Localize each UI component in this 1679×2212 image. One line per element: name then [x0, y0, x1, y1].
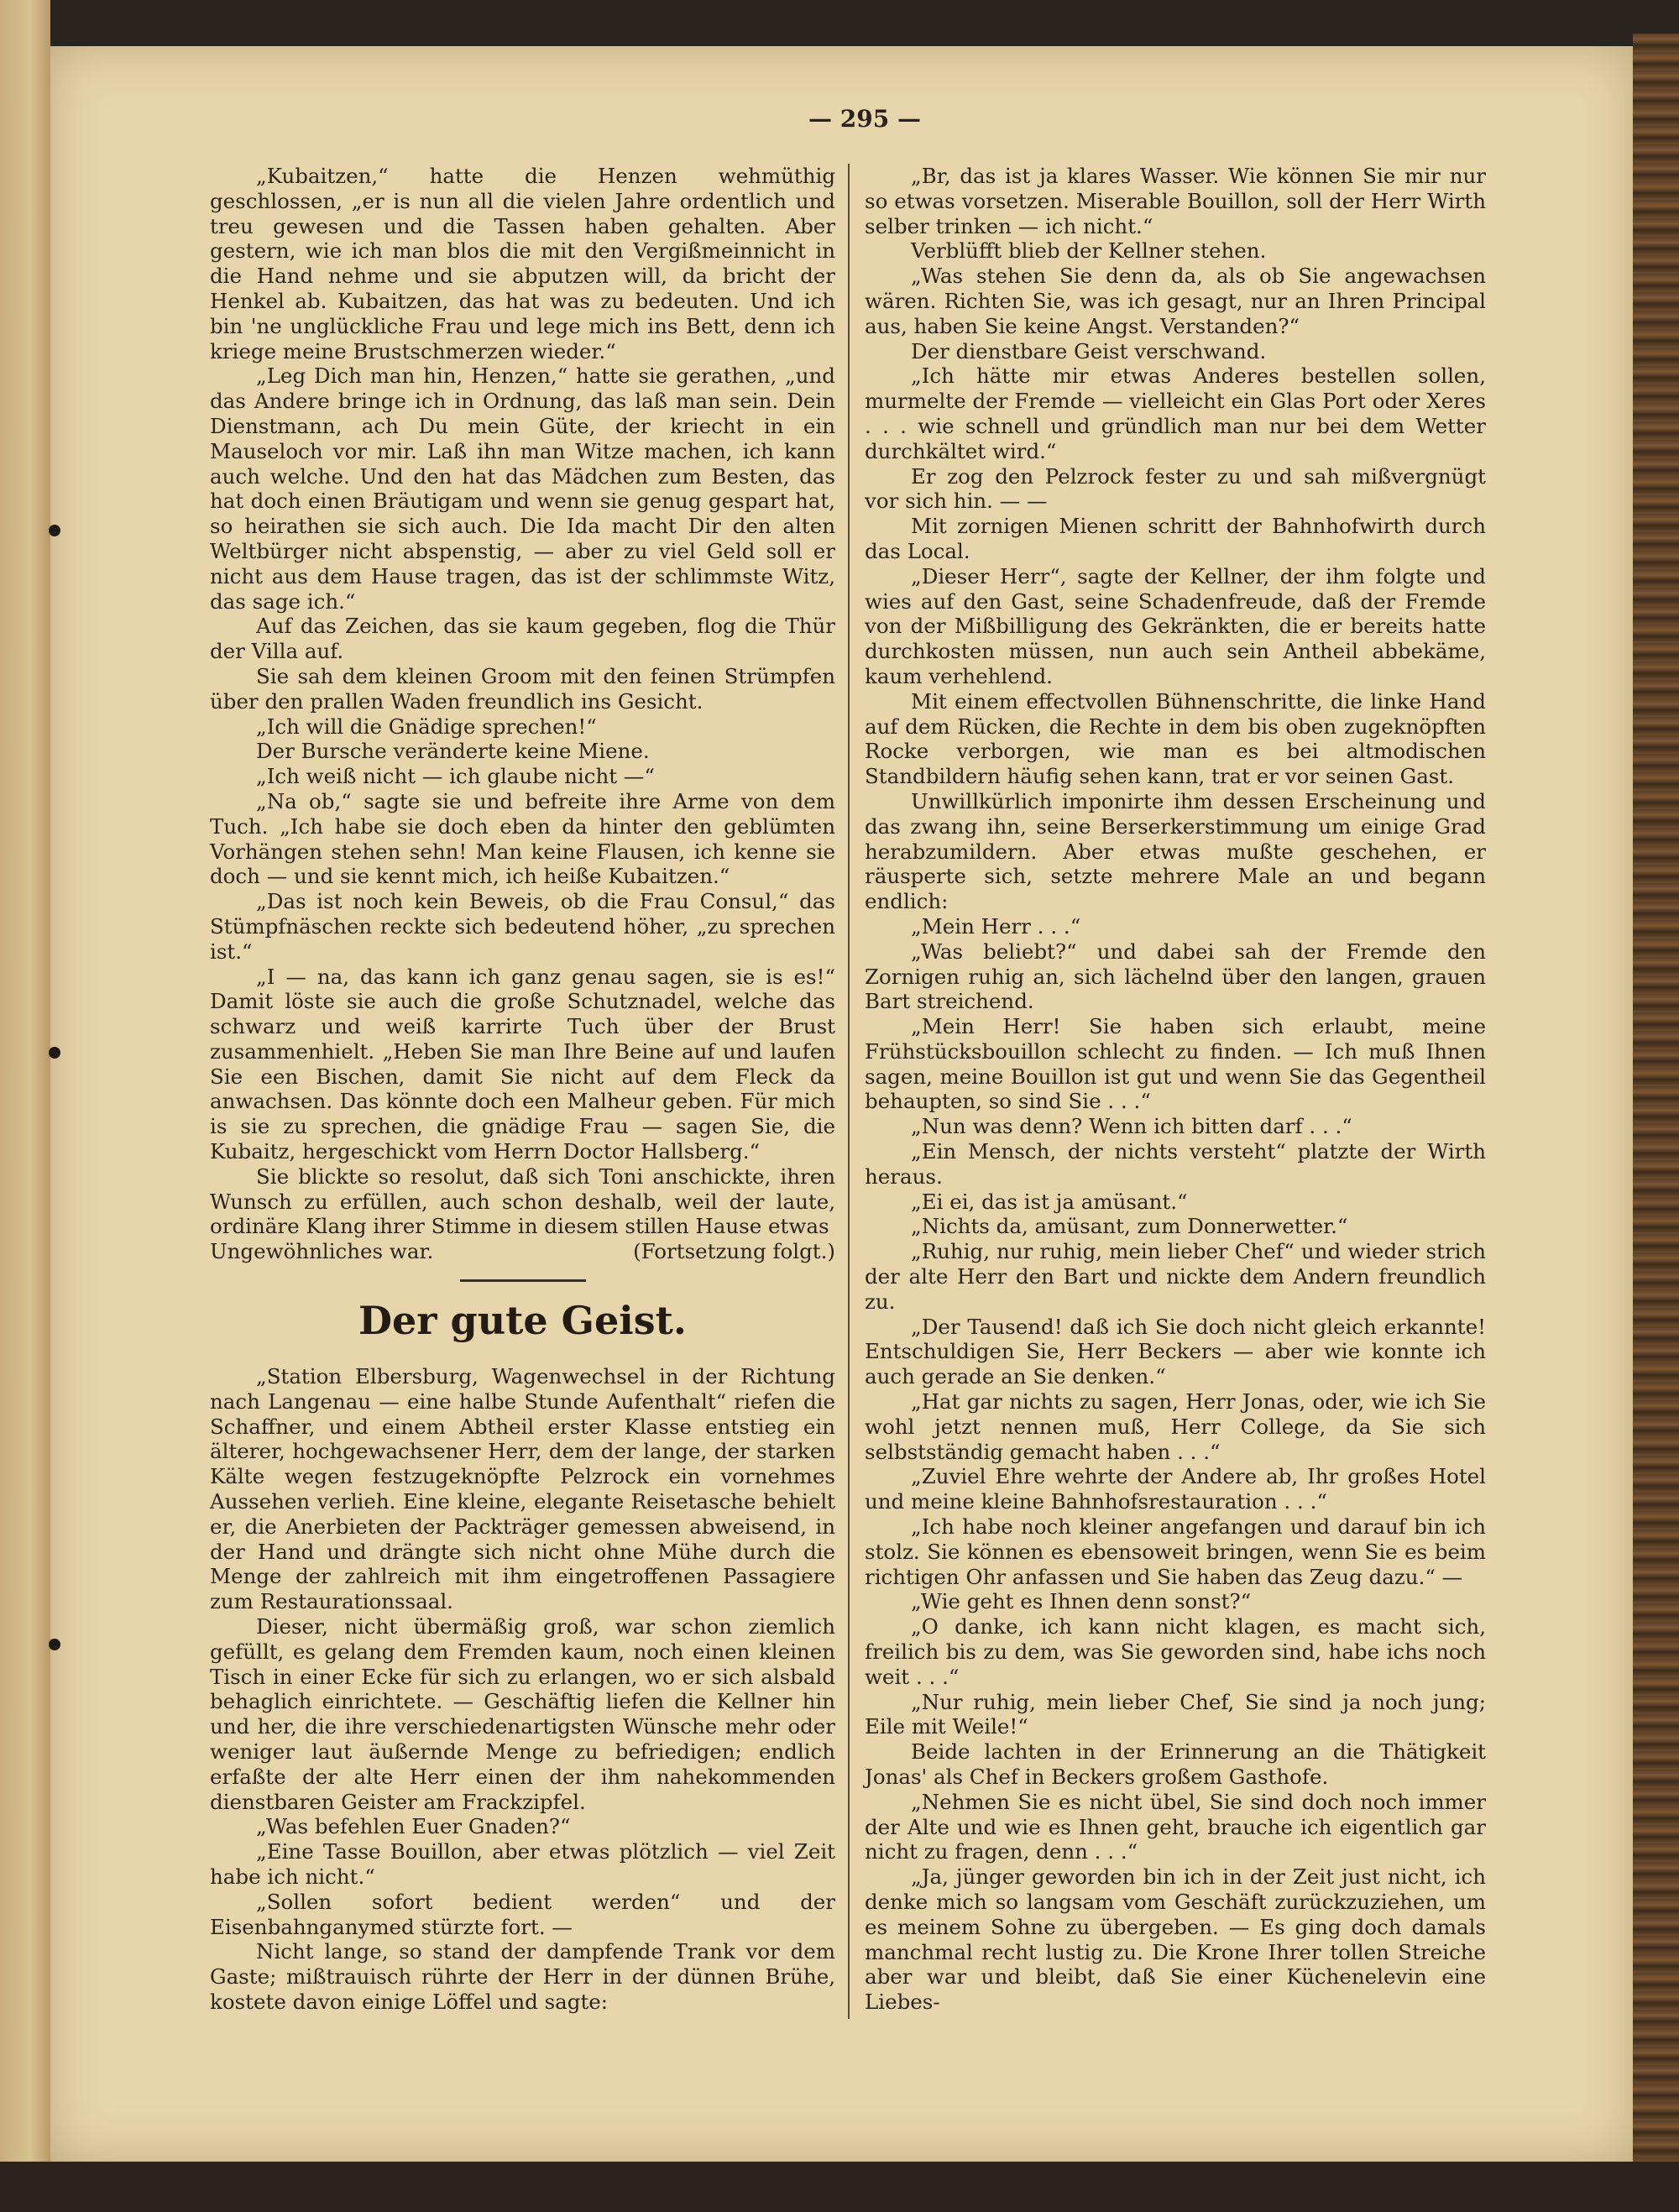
paragraph: Sie blickte so resolut, daß sich Toni anschickte, ihren Wunsch zu erfüllen, auch schon deshalb, weil der laute, ordinäre Klang ihrer Stimme in diesem stillen Hause etwas [210, 1164, 835, 1239]
paragraph: „Mein Herr . . .“ [911, 913, 1081, 939]
paragraph: Mit einem effectvollen Bühnenschritte, die linke Hand auf dem Rücken, die Rechte in dem bis oben zugeknöpften Rocke verborgen, wie man es bei altmodischen Standbildern häufig sehen kann, trat er vor seinen Gast. [865, 688, 1486, 789]
paragraph: „Was befehlen Euer Gnaden?“ [256, 1814, 571, 1839]
paragraph: „Das ist noch kein Beweis, ob die Frau Consul,“ das Stümpfnäschen reckte sich bedeutend höher, „zu sprechen ist.“ [210, 889, 835, 964]
paragraph: „Ich habe noch kleiner angefangen und darauf bin ich stolz. Sie können es ebensoweit bringen, wenn Sie es beim richtigen Ohr anfassen und Sie haben das Zeug dazu.“ — [865, 1514, 1486, 1589]
paragraph: „Kubaitzen,“ hatte die Henzen wehmüthig geschlossen, „er is nun all die vielen Jahre ordentlich und treu gewesen und die Tassen haben gehalten. Aber gestern, wie ich man blos die mit den Vergißmeinnicht in die Hand nehme und sie abputzen will, da bricht der Henkel ab. Kubaitzen, das hat was zu bedeuten. Und ich bin 'ne unglückliche Frau und lege mich ins Bett, denn ich kriege meine Brustschmerzen wieder.“ [210, 164, 835, 363]
paragraph: „O danke, ich kann nicht klagen, es macht sich, freilich bis zu dem, was Sie geworden sind, habe ichs noch weit . . .“ [865, 1614, 1486, 1689]
paragraph: Mit zornigen Mienen schritt der Bahnhofwirth durch das Local. [865, 514, 1486, 563]
paragraph: „Ruhig, nur ruhig, mein lieber Chef“ und wieder strich der alte Herr den Bart und nickte dem Andern freundlich zu. [865, 1239, 1486, 1314]
paragraph: „Hat gar nichts zu sagen, Herr Jonas, oder, wie ich Sie wohl jetzt nennen muß, Herr College, da Sie sich selbstständig gemacht haben . . .“ [865, 1389, 1486, 1464]
book-binding-left [0, 0, 50, 2212]
paragraph: „Ich hätte mir etwas Anderes bestellen sollen, murmelte der Fremde — vielleicht ein Glas Port oder Xeres . . . wie schnell und gründlich man nur bei dem Wetter durchkältet wird.“ [865, 363, 1486, 463]
paragraph: Der Bursche veränderte keine Miene. [256, 739, 650, 764]
paragraph: Der dienstbare Geist verschwand. [911, 338, 1267, 363]
paragraph: „Nichts da, amüsant, zum Donnerwetter.“ [911, 1214, 1348, 1239]
paragraph: „Eine Tasse Bouillon, aber etwas plötzlich — viel Zeit habe ich nicht.“ [210, 1839, 835, 1889]
continuation-note: (Fortsetzung folgt.) [633, 1239, 835, 1264]
left-column [210, 164, 835, 2015]
paragraph: „Br, das ist ja klares Wasser. Wie können Sie mir nur so etwas vorsetzen. Miserable Bouillon, soll der Herr Wirth selber trinken — ich nicht.“ [865, 164, 1486, 238]
paragraph: „Was beliebt?“ und dabei sah der Fremde den Zornigen ruhig an, sich lächelnd über den langen, grauen Bart streichend. [865, 939, 1486, 1014]
book-edge-right [1633, 34, 1679, 2183]
paragraph: „Leg Dich man hin, Henzen,“ hatte sie gerathen, „und das Andere bringe ich in Ordnung, das laß man sein. Dein Dienstmann, ach Du mein Güte, der kriecht in ein Mauseloch vor mir. Laß ihn man Witze machen, ich kann auch welche. Und den hat das Mädchen zum Besten, das hat doch einen Bräutigam und wenn sie genug gespart hat, so heirathen sie sich auch. Die Ida macht Dir den alten Weltbürger nicht abspenstig, — aber zu viel Geld soll er nicht aus dem Hause tragen, das ist der schlimmste Witz, das sage ich.“ [210, 363, 835, 614]
binding-hole [49, 1639, 60, 1650]
page-number: — 295 — [808, 105, 921, 133]
paragraph: „Dieser Herr“, sagte der Kellner, der ihm folgte und wies auf den Gast, seine Schadenfreude, daß der Fremde von der Mißbilligung des Gekränkten, die er bereits hatte durchkosten müssen, nun auch sein Antheil abbekäme, kaum verhehlend. [865, 563, 1486, 688]
column-divider [848, 164, 850, 2019]
paragraph: „Ein Mensch, der nichts versteht“ platzte der Wirth heraus. [865, 1139, 1486, 1189]
paragraph: „Mein Herr! Sie haben sich erlaubt, meine Frühstücksbouillon schlecht zu finden. — Ich muß Ihnen sagen, meine Bouillon ist gut und wenn Sie das Gegentheil behaupten, so sind Sie . . .“ [865, 1014, 1486, 1114]
paragraph: „I — na, das kann ich ganz genau sagen, sie is es!“ Damit löste sie auch die große Schutznadel, welche das schwarz und weiß karrirte Tuch über der Brust zusammenhielt. „Heben Sie man Ihre Beine auf und laufen Sie een Bischen, damit Sie nicht auf dem Fleck da anwachsen. Das könnte doch een Malheur geben. Für mich is sie zu sprechen, die gnädige Frau — sagen Sie, die Kubaitz, hergeschickt vom Herrn Doctor Hallsberg.“ [210, 964, 835, 1164]
paragraph: Nicht lange, so stand der dampfende Trank vor dem Gaste; mißtrauisch rührte der Herr in der dünnen Brühe, kostete davon einige Löffel und sagte: [210, 1939, 835, 2014]
paragraph: „Ja, jünger geworden bin ich in der Zeit just nicht, ich denke mich so langsam vom Geschäft zurückzuziehen, um es meinem Sohne zu übergeben. — Es ging doch damals manchmal recht lustig zu. Die Krone Ihrer tollen Streiche aber war und bleibt, daß Sie einer Küchenelevin eine Liebes- [865, 1864, 1486, 2015]
right-column [865, 164, 1486, 2015]
paragraph: „Zuviel Ehre wehrte der Andere ab, Ihr großes Hotel und meine kleine Bahnhofsrestauration . . .“ [865, 1464, 1486, 1514]
paragraph: Unwillkürlich imponirte ihm dessen Erscheinung und das zwang ihn, seine Berserkerstimmung um einige Grad herabzumildern. Aber etwas mußte geschehen, er räusperte sich, setzte mehrere Male an und begann endlich: [865, 788, 1486, 914]
binding-hole [49, 525, 60, 536]
paragraph: „Ich will die Gnädige sprechen!“ [256, 714, 597, 739]
paragraph: „Wie geht es Ihnen denn sonst?“ [911, 1589, 1252, 1614]
paragraph: „Der Tausend! daß ich Sie doch nicht gleich erkannte! Entschuldigen Sie, Herr Beckers — aber wie konnte ich auch gerade an Sie denken.“ [865, 1314, 1486, 1389]
binding-hole [49, 1047, 60, 1059]
paragraph: Beide lachten in der Erinnerung an die Thätigkeit Jonas' als Chef in Beckers großem Gasthofe. [865, 1739, 1486, 1789]
paragraph: Sie sah dem kleinen Groom mit den feinen Strümpfen über den prallen Waden freundlich ins Gesicht. [210, 663, 835, 714]
paragraph: „Ich weiß nicht — ich glaube nicht —“ [256, 764, 655, 789]
paragraph: „Nehmen Sie es nicht übel, Sie sind doch noch immer der Alte und wie es Ihnen geht, brauche ich eigentlich gar nicht zu fragen, denn . . .“ [865, 1789, 1486, 1864]
paragraph: „Ei ei, das ist ja amüsant.“ [911, 1189, 1188, 1214]
paragraph: „Na ob,“ sagte sie und befreite ihre Arme von dem Tuch. „Ich habe sie doch eben da hinter den geblümten Vorhängen stehen sehn! Man keine Flausen, ich kenne sie doch — und sie kennt mich, ich heiße Kubaitzen.“ [210, 788, 835, 889]
paragraph: Er zog den Pelzrock fester zu und sah mißvergnügt vor sich hin. — — [865, 463, 1486, 514]
paragraph: „Station Elbersburg, Wagenwechsel in der Richtung nach Langenau — eine halbe Stunde Aufenthalt“ riefen die Schaffner, und einem Abtheil erster Klasse entstieg ein älterer, hochgewachsener Herr, dem der lange, der starken Kälte wegen festzugeknöpfte Pelzrock ein vornehmes Aussehen verlieh. Eine kleine, elegante Reisetasche behielt er, die Anerbieten der Packträger gemessen abweisend, in der Hand und drängte sich nicht ohne Mühe durch die Menge der zahlreich mit ihm eingetroffenen Passagiere zum Restaurationssaal. [210, 1364, 835, 1614]
story-title: Der gute Geist. [358, 1298, 687, 1344]
paragraph: Auf das Zeichen, das sie kaum gegeben, flog die Thür der Villa auf. [210, 614, 835, 664]
final-line-text: Ungewöhnliches war. [210, 1239, 434, 1264]
paragraph: Dieser, nicht übermäßig groß, war schon ziemlich gefüllt, es gelang dem Fremden kaum, noch einen kleinen Tisch in einer Ecke für sich zu erlangen, wo er sich alsbald behaglich einrichtete. — Geschäftig liefen die Kellner hin und her, die ihre verschiedenartigsten Wünsche mehr oder weniger laut äußernde Menge zu befriedigen; endlich erfaßte der alte Herr einen der ihm nahekommenden dienstbaren Geister am Frackzipfel. [210, 1614, 835, 1814]
paragraph: „Nun was denn? Wenn ich bitten darf . . .“ [911, 1114, 1352, 1139]
final-line [210, 1239, 835, 1264]
paragraph: „Was stehen Sie denn da, als ob Sie angewachsen wären. Richten Sie, was ich gesagt, nur an Ihren Principal aus, haben Sie keine Angst. Verstanden?“ [865, 264, 1486, 338]
paragraph: „Nur ruhig, mein lieber Chef, Sie sind ja noch jung; Eile mit Weile!“ [865, 1689, 1486, 1739]
book-edge-bottom [0, 2162, 1679, 2212]
section-rule [460, 1279, 586, 1282]
paragraph: „Sollen sofort bedient werden“ und der Eisenbahnganymed stürzte fort. — [210, 1889, 835, 1939]
paragraph: Verblüfft blieb der Kellner stehen. [911, 238, 1267, 264]
